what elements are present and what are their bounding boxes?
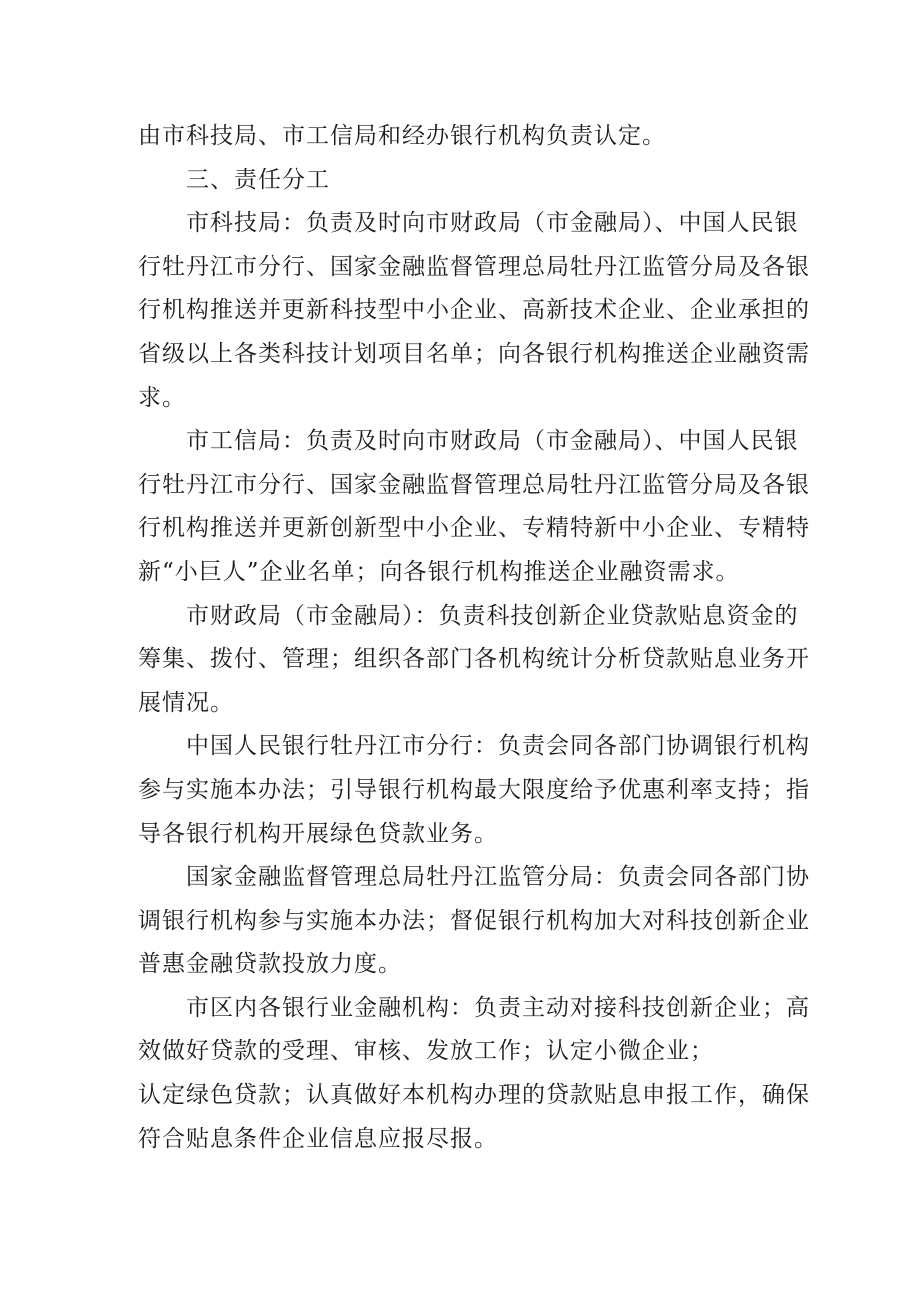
text-line: 展情况。 <box>138 689 234 716</box>
document-body <box>138 115 810 1161</box>
text-line: 行机构推送并更新科技型中小企业、高新技术企业、企业承担的 <box>138 297 810 324</box>
text-line: 导各银行机构开展绿色贷款业务。 <box>138 820 498 847</box>
paragraph-renminyinhang <box>138 725 810 856</box>
text-line: 中国人民银行牡丹江市分行：负责会同各部门协调银行机构 <box>186 733 810 760</box>
text-line: 行牡丹江市分行、国家金融监督管理总局牡丹江监管分局及各银 <box>138 471 810 498</box>
paragraph-kejiju <box>138 202 810 420</box>
text-line: 国家金融监督管理总局牡丹江监管分局：负责会同各部门协 <box>186 864 810 891</box>
text-line: 市区内各银行业金融机构：负责主动对接科技创新企业；高 <box>186 994 810 1021</box>
text-line: 参与实施本办法；引导银行机构最大限度给予优惠利率支持；指 <box>138 776 810 803</box>
text-line: 认定绿色贷款；认真做好本机构办理的贷款贴息申报工作，确保 <box>138 1082 810 1109</box>
paragraph-caizhengju <box>138 595 810 726</box>
paragraph-yinhang <box>138 987 810 1161</box>
text-line: 省级以上各类科技计划项目名单；向各银行机构推送企业融资需 <box>138 340 810 367</box>
paragraph-gongxinju <box>138 420 810 594</box>
text-line: 筹集、拨付、管理；组织各部门各机构统计分析贷款贴息业务开 <box>138 646 810 673</box>
text-line: 求。 <box>138 384 186 411</box>
text-line: 市工信局：负责及时向市财政局（市金融局）、中国人民银 <box>186 428 799 455</box>
text-line: 行机构推送并更新创新型中小企业、专精特新中小企业、专精特 <box>138 515 810 542</box>
text-line: 新“小巨人”企业名单；向各银行机构推送企业融资需求。 <box>138 558 740 585</box>
text-line: 效做好贷款的受理、审核、发放工作；认定小微企业； <box>138 1038 714 1065</box>
section-heading <box>138 159 788 203</box>
text-line: 市财政局（市金融局）：负责科技创新企业贷款贴息资金的 <box>186 602 799 629</box>
heading-text: 三、责任分工 <box>186 166 330 193</box>
text-line: 行牡丹江市分行、国家金融监督管理总局牡丹江监管分局及各银 <box>138 253 810 280</box>
text-line: 普惠金融贷款投放力度。 <box>138 951 402 978</box>
paragraph-jianguan <box>138 856 810 987</box>
text-line: 由市科技局、市工信局和经办银行机构负责认定。 <box>138 123 666 149</box>
text-line: 市科技局：负责及时向市财政局（市金融局）、中国人民银 <box>186 210 799 237</box>
text-line: 符合贴息条件企业信息应报尽报。 <box>138 1125 498 1152</box>
paragraph-continuation <box>138 115 788 159</box>
text-line: 调银行机构参与实施本办法；督促银行机构加大对科技创新企业 <box>138 907 810 934</box>
